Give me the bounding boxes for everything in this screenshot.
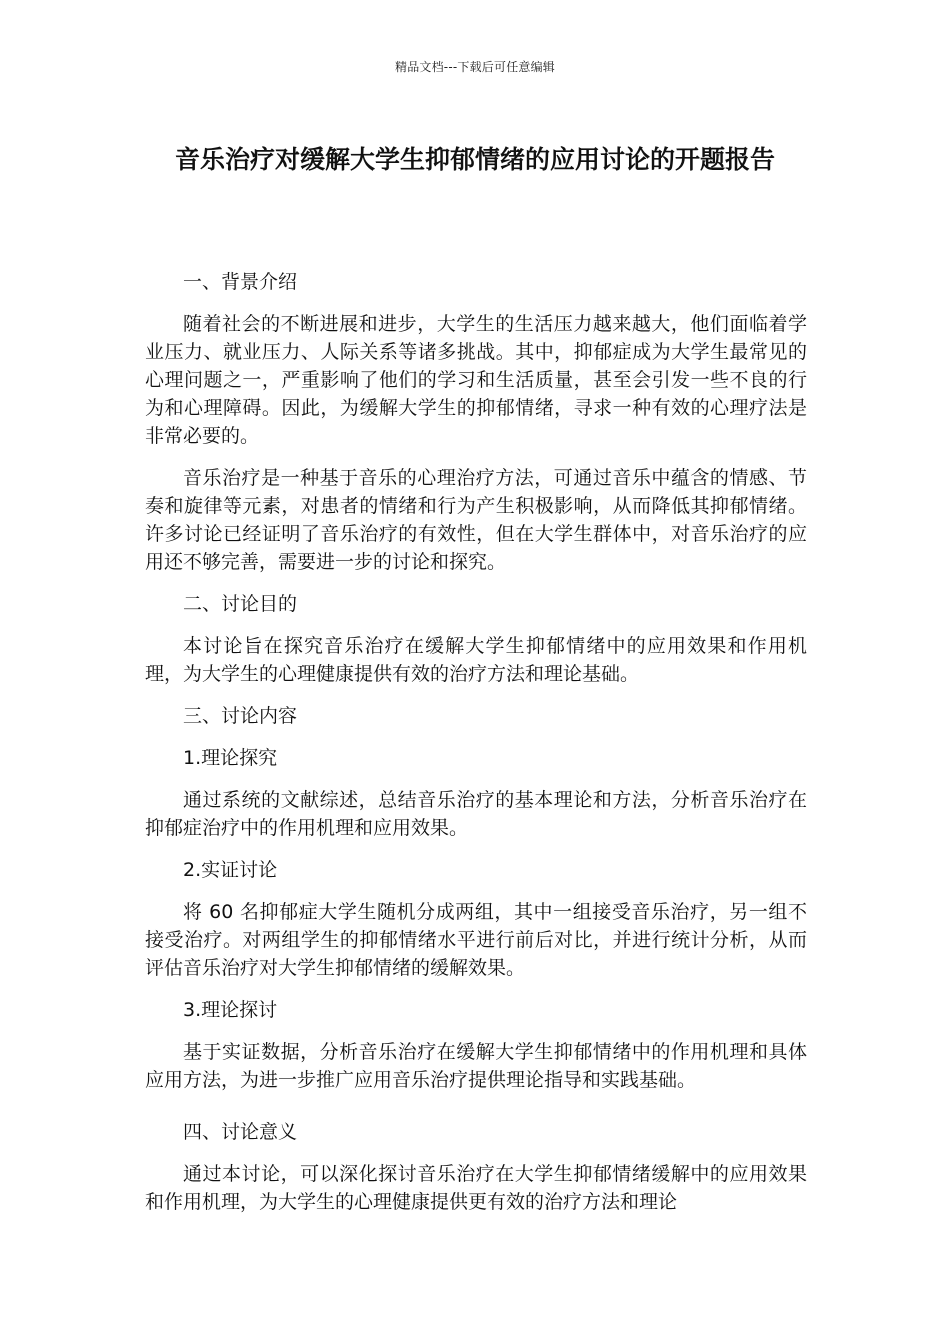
header-note: 精品文档---下载后可任意编辑 <box>395 60 555 74</box>
subheading-empirical-study: 2.实证讨论 <box>183 859 278 881</box>
paragraph-significance: 通过本讨论，可以深化探讨音乐治疗在大学生抑郁情绪缓解中的应用效果和作用机理，为大学生的心理健康提供更有效的治疗方法和理论 <box>145 1163 807 1213</box>
section-heading-background: 一、背景介绍 <box>183 271 298 293</box>
section-heading-significance: 四、讨论意义 <box>183 1121 298 1143</box>
document-title: 音乐治疗对缓解大学生抑郁情绪的应用讨论的开题报告 <box>174 145 775 174</box>
paragraph-background-1: 随着社会的不断进展和进步，大学生的生活压力越来越大，他们面临着学业压力、就业压力、人际关系等诸多挑战。其中，抑郁症成为大学生最常见的心理问题之一，严重影响了他们的学习和生活质量，甚至会引发一些不良的行为和心理障碍。因此，为缓解大学生的抑郁情绪，寻求一种有效的心理疗法是非常必要的。 <box>145 313 807 447</box>
paragraph-purpose: 本讨论旨在探究音乐治疗在缓解大学生抑郁情绪中的应用效果和作用机理，为大学生的心理健康提供有效的治疗方法和理论基础。 <box>145 635 807 685</box>
paragraph-theory-research: 通过系统的文献综述，总结音乐治疗的基本理论和方法，分析音乐治疗在抑郁症治疗中的作用机理和应用效果。 <box>145 789 807 839</box>
subheading-theory-discussion: 3.理论探讨 <box>183 999 278 1021</box>
subheading-theory-research: 1.理论探究 <box>183 747 278 769</box>
paragraph-background-2: 音乐治疗是一种基于音乐的心理治疗方法，可通过音乐中蕴含的情感、节奏和旋律等元素，对患者的情绪和行为产生积极影响，从而降低其抑郁情绪。许多讨论已经证明了音乐治疗的有效性，但在大学生群体中，对音乐治疗的应用还不够完善，需要进一步的讨论和探究。 <box>145 467 807 573</box>
document-body <box>145 268 807 1216</box>
section-heading-content: 三、讨论内容 <box>183 705 298 727</box>
paragraph-empirical-study: 将 60 名抑郁症大学生随机分成两组，其中一组接受音乐治疗，另一组不接受治疗。对两组学生的抑郁情绪水平进行前后对比，并进行统计分析，从而评估音乐治疗对大学生抑郁情绪的缓解效果。 <box>145 901 807 979</box>
paragraph-theory-discussion: 基于实证数据，分析音乐治疗在缓解大学生抑郁情绪中的作用机理和具体应用方法，为进一步推广应用音乐治疗提供理论指导和实践基础。 <box>145 1041 807 1091</box>
section-heading-purpose: 二、讨论目的 <box>183 593 298 615</box>
